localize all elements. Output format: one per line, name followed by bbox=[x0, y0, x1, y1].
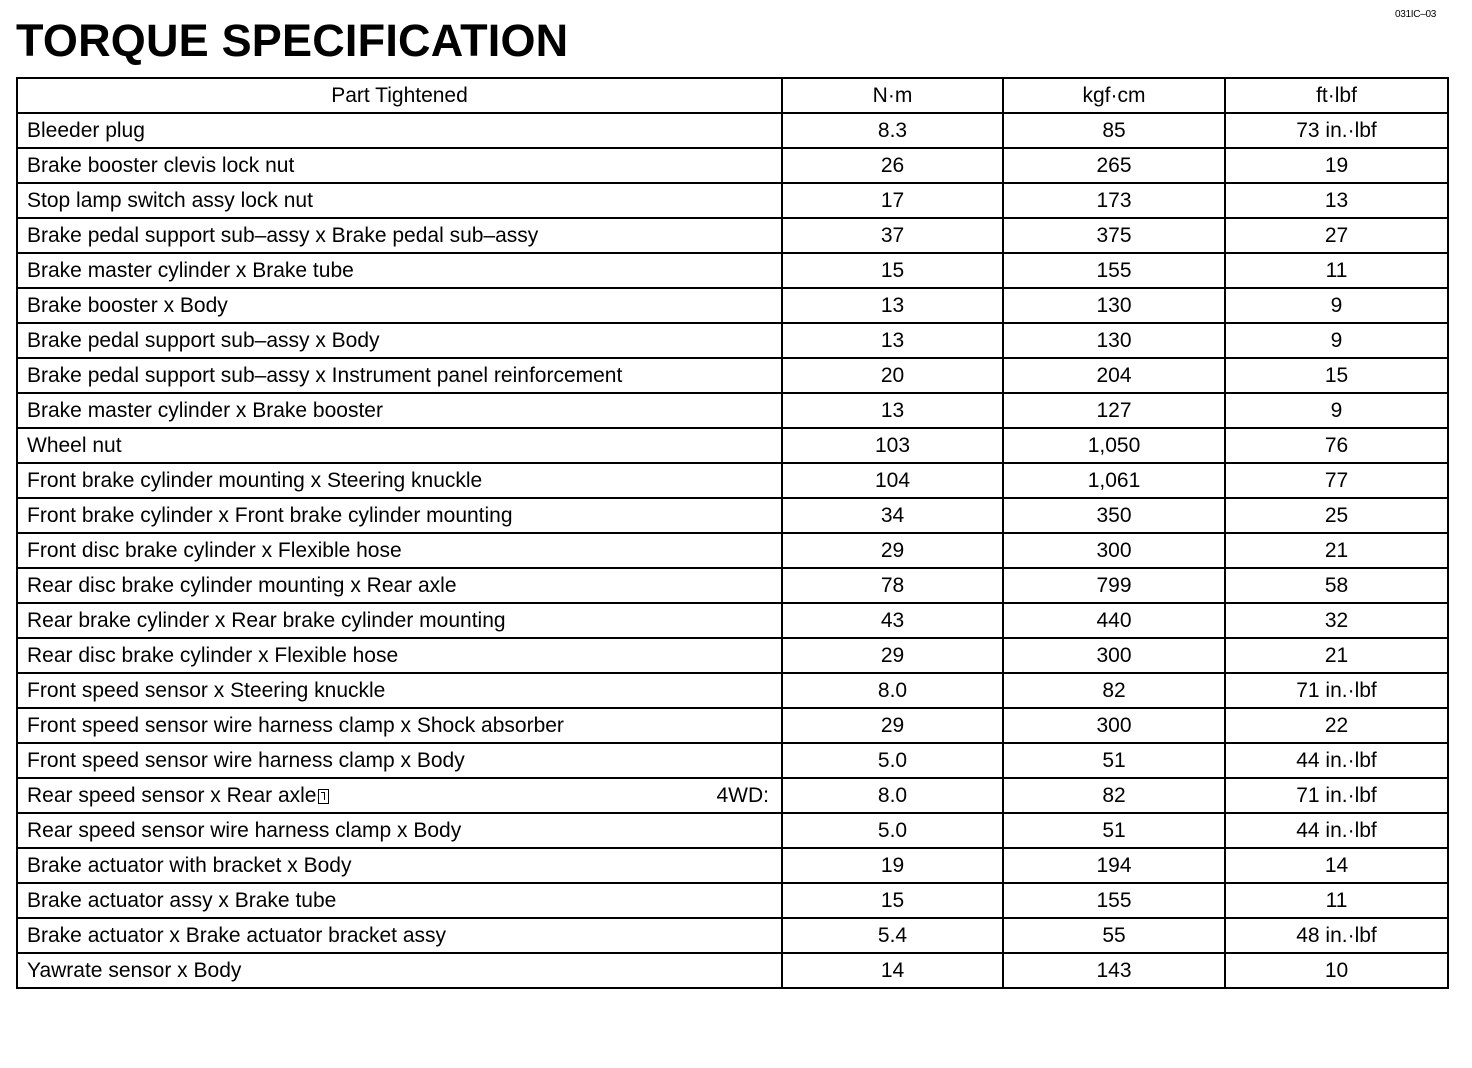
cell-part-tightened: Front brake cylinder mounting x Steering knuckle bbox=[17, 463, 782, 498]
cell-ftlbf: 48 in.·lbf bbox=[1225, 918, 1448, 953]
cell-part-tightened: Rear disc brake cylinder mounting x Rear axle bbox=[17, 568, 782, 603]
cell-nm: 5.0 bbox=[782, 743, 1003, 778]
table-header-row bbox=[17, 78, 1448, 113]
table-row bbox=[17, 743, 1448, 778]
cell-nm: 15 bbox=[782, 883, 1003, 918]
table-row bbox=[17, 113, 1448, 148]
cell-kgfcm: 173 bbox=[1003, 183, 1225, 218]
cell-part-tightened: Bleeder plug bbox=[17, 113, 782, 148]
cell-kgfcm: 204 bbox=[1003, 358, 1225, 393]
cell-ftlbf: 71 in.·lbf bbox=[1225, 778, 1448, 813]
cell-kgfcm: 194 bbox=[1003, 848, 1225, 883]
cell-kgfcm: 155 bbox=[1003, 883, 1225, 918]
table-row bbox=[17, 883, 1448, 918]
cell-nm: 5.4 bbox=[782, 918, 1003, 953]
cell-part-tightened: Rear disc brake cylinder x Flexible hose bbox=[17, 638, 782, 673]
document-code: 031IC–03 bbox=[1395, 9, 1436, 20]
cell-ftlbf: 77 bbox=[1225, 463, 1448, 498]
cell-ftlbf: 9 bbox=[1225, 288, 1448, 323]
cell-ftlbf: 32 bbox=[1225, 603, 1448, 638]
cell-nm: 8.0 bbox=[782, 673, 1003, 708]
table-row bbox=[17, 498, 1448, 533]
cell-kgfcm: 1,061 bbox=[1003, 463, 1225, 498]
cell-kgfcm: 799 bbox=[1003, 568, 1225, 603]
cell-ftlbf: 25 bbox=[1225, 498, 1448, 533]
cell-kgfcm: 375 bbox=[1003, 218, 1225, 253]
cell-ftlbf: 58 bbox=[1225, 568, 1448, 603]
cell-nm: 13 bbox=[782, 323, 1003, 358]
table-row bbox=[17, 603, 1448, 638]
cell-kgfcm: 350 bbox=[1003, 498, 1225, 533]
cell-kgfcm: 51 bbox=[1003, 813, 1225, 848]
cell-part-tightened: Yawrate sensor x Body bbox=[17, 953, 782, 988]
torque-spec-table bbox=[16, 77, 1449, 989]
table-row bbox=[17, 218, 1448, 253]
cell-nm: 103 bbox=[782, 428, 1003, 463]
cell-part-tightened: Front speed sensor wire harness clamp x Shock absorber bbox=[17, 708, 782, 743]
cell-ftlbf: 11 bbox=[1225, 253, 1448, 288]
table-row bbox=[17, 708, 1448, 743]
cell-kgfcm: 85 bbox=[1003, 113, 1225, 148]
header-part-tightened: Part Tightened bbox=[17, 78, 782, 113]
cell-kgfcm: 51 bbox=[1003, 743, 1225, 778]
table-row bbox=[17, 533, 1448, 568]
cell-part-tightened: Brake pedal support sub–assy x Brake pedal sub–assy bbox=[17, 218, 782, 253]
cell-part-tightened: Brake master cylinder x Brake tube bbox=[17, 253, 782, 288]
cell-nm: 8.0 bbox=[782, 778, 1003, 813]
cell-nm: 19 bbox=[782, 848, 1003, 883]
cell-nm: 43 bbox=[782, 603, 1003, 638]
cell-kgfcm: 265 bbox=[1003, 148, 1225, 183]
cell-nm: 104 bbox=[782, 463, 1003, 498]
cell-nm: 29 bbox=[782, 533, 1003, 568]
cell-ftlbf: 10 bbox=[1225, 953, 1448, 988]
cell-part-tightened: Brake actuator assy x Brake tube bbox=[17, 883, 782, 918]
header-kgfcm: kgf·cm bbox=[1003, 78, 1225, 113]
cell-kgfcm: 300 bbox=[1003, 638, 1225, 673]
cell-nm: 78 bbox=[782, 568, 1003, 603]
cell-nm: 5.0 bbox=[782, 813, 1003, 848]
cell-kgfcm: 300 bbox=[1003, 533, 1225, 568]
cell-part-tightened: Front brake cylinder x Front brake cylinder mounting bbox=[17, 498, 782, 533]
cell-nm: 20 bbox=[782, 358, 1003, 393]
table-row bbox=[17, 253, 1448, 288]
cell-kgfcm: 55 bbox=[1003, 918, 1225, 953]
table-row bbox=[17, 848, 1448, 883]
cell-ftlbf: 21 bbox=[1225, 533, 1448, 568]
table-row bbox=[17, 183, 1448, 218]
variant-note: 4WD: bbox=[716, 784, 769, 807]
table-row bbox=[17, 463, 1448, 498]
cell-kgfcm: 82 bbox=[1003, 673, 1225, 708]
table-row bbox=[17, 323, 1448, 358]
cell-kgfcm: 82 bbox=[1003, 778, 1225, 813]
cell-kgfcm: 130 bbox=[1003, 288, 1225, 323]
cell-kgfcm: 155 bbox=[1003, 253, 1225, 288]
cell-nm: 26 bbox=[782, 148, 1003, 183]
table-row bbox=[17, 778, 1448, 813]
cell-part-tightened: Brake booster clevis lock nut bbox=[17, 148, 782, 183]
cell-ftlbf: 14 bbox=[1225, 848, 1448, 883]
table-row bbox=[17, 918, 1448, 953]
table-row bbox=[17, 638, 1448, 673]
table-row bbox=[17, 813, 1448, 848]
cell-part-tightened: Brake actuator with bracket x Body bbox=[17, 848, 782, 883]
cell-part-tightened: Front speed sensor wire harness clamp x Body bbox=[17, 743, 782, 778]
cell-ftlbf: 44 in.·lbf bbox=[1225, 743, 1448, 778]
cell-ftlbf: 9 bbox=[1225, 323, 1448, 358]
page-title: TORQUE SPECIFICATION bbox=[16, 15, 569, 66]
cell-ftlbf: 71 in.·lbf bbox=[1225, 673, 1448, 708]
cell-part-tightened bbox=[17, 778, 782, 813]
cell-ftlbf: 9 bbox=[1225, 393, 1448, 428]
header-ftlbf: ft·lbf bbox=[1225, 78, 1448, 113]
header-nm: N·m bbox=[782, 78, 1003, 113]
cell-kgfcm: 300 bbox=[1003, 708, 1225, 743]
cell-ftlbf: 76 bbox=[1225, 428, 1448, 463]
cell-ftlbf: 15 bbox=[1225, 358, 1448, 393]
cell-ftlbf: 44 in.·lbf bbox=[1225, 813, 1448, 848]
cell-nm: 37 bbox=[782, 218, 1003, 253]
cell-part-tightened: Brake booster x Body bbox=[17, 288, 782, 323]
cell-part-tightened: Wheel nut bbox=[17, 428, 782, 463]
table-row bbox=[17, 568, 1448, 603]
cell-kgfcm: 143 bbox=[1003, 953, 1225, 988]
note-reference-icon bbox=[318, 789, 329, 804]
cell-nm: 13 bbox=[782, 393, 1003, 428]
cell-kgfcm: 130 bbox=[1003, 323, 1225, 358]
cell-nm: 29 bbox=[782, 708, 1003, 743]
cell-part-tightened: Rear speed sensor wire harness clamp x Body bbox=[17, 813, 782, 848]
part-name: Rear speed sensor x Rear axle bbox=[27, 784, 317, 807]
cell-part-tightened: Front speed sensor x Steering knuckle bbox=[17, 673, 782, 708]
cell-ftlbf: 22 bbox=[1225, 708, 1448, 743]
cell-nm: 15 bbox=[782, 253, 1003, 288]
cell-ftlbf: 27 bbox=[1225, 218, 1448, 253]
cell-ftlbf: 13 bbox=[1225, 183, 1448, 218]
cell-nm: 8.3 bbox=[782, 113, 1003, 148]
cell-ftlbf: 19 bbox=[1225, 148, 1448, 183]
cell-nm: 17 bbox=[782, 183, 1003, 218]
table-row bbox=[17, 358, 1448, 393]
cell-kgfcm: 440 bbox=[1003, 603, 1225, 638]
table-body bbox=[17, 113, 1448, 988]
cell-nm: 34 bbox=[782, 498, 1003, 533]
table-row bbox=[17, 953, 1448, 988]
cell-part-tightened: Stop lamp switch assy lock nut bbox=[17, 183, 782, 218]
cell-part-tightened: Brake pedal support sub–assy x Body bbox=[17, 323, 782, 358]
cell-ftlbf: 73 in.·lbf bbox=[1225, 113, 1448, 148]
cell-kgfcm: 127 bbox=[1003, 393, 1225, 428]
table-row bbox=[17, 673, 1448, 708]
cell-part-tightened: Front disc brake cylinder x Flexible hose bbox=[17, 533, 782, 568]
cell-nm: 29 bbox=[782, 638, 1003, 673]
cell-part-tightened: Brake actuator x Brake actuator bracket assy bbox=[17, 918, 782, 953]
table-row bbox=[17, 148, 1448, 183]
cell-ftlbf: 11 bbox=[1225, 883, 1448, 918]
cell-ftlbf: 21 bbox=[1225, 638, 1448, 673]
cell-nm: 13 bbox=[782, 288, 1003, 323]
table-row bbox=[17, 288, 1448, 323]
cell-part-tightened: Brake master cylinder x Brake booster bbox=[17, 393, 782, 428]
cell-kgfcm: 1,050 bbox=[1003, 428, 1225, 463]
cell-nm: 14 bbox=[782, 953, 1003, 988]
cell-part-tightened: Rear brake cylinder x Rear brake cylinder mounting bbox=[17, 603, 782, 638]
table-row bbox=[17, 393, 1448, 428]
table-row bbox=[17, 428, 1448, 463]
cell-part-tightened: Brake pedal support sub–assy x Instrument panel reinforcement bbox=[17, 358, 782, 393]
